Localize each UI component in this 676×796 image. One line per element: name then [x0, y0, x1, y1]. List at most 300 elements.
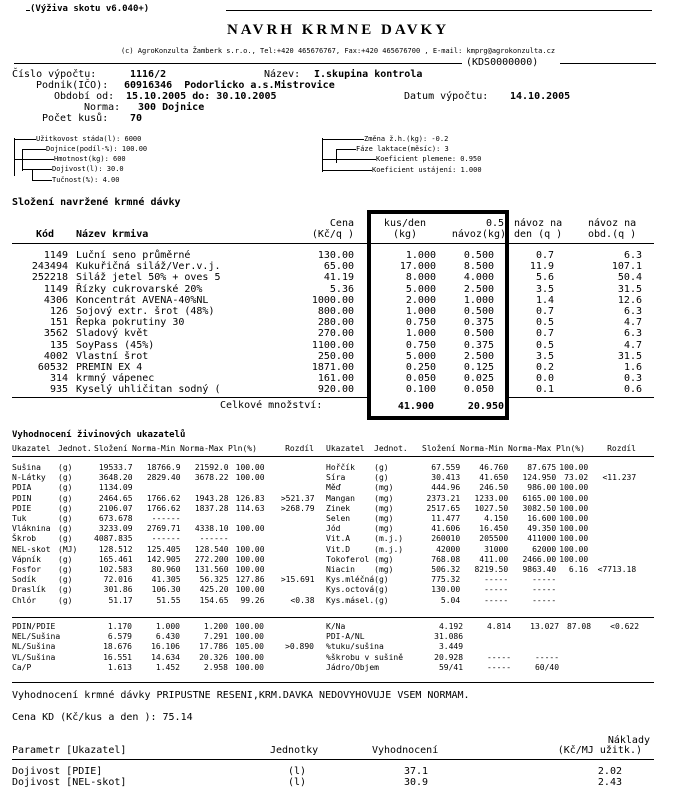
nutrient-cell: 100.00: [235, 632, 264, 642]
nutrient-cell: [265, 463, 315, 473]
header-kod: Kód: [36, 229, 55, 240]
nutrient-cell: (g): [58, 514, 73, 524]
nutrient-cell: 87.675: [527, 463, 557, 472]
nutrient-cell: (mg): [374, 565, 394, 575]
nutrients-right: [326, 463, 636, 606]
feed-row: [12, 373, 642, 384]
nutrient-row: [12, 524, 315, 534]
feed-row: [12, 250, 642, 261]
nutrient-row: [326, 473, 636, 483]
nutrient-cell: [264, 622, 314, 632]
feed-obd: 12.6: [617, 294, 642, 306]
nutrient-cell: [265, 473, 315, 483]
feed-den: 0.2: [535, 362, 554, 374]
nutrient-cell: [588, 585, 636, 595]
nutrient-cell: 8219.50: [474, 565, 509, 575]
nutrient-cell: 100.00: [559, 524, 589, 534]
nutrient-cell: 2106.07: [98, 503, 133, 513]
nutrient-cell: (mg): [374, 503, 394, 513]
nutrient-cell: 73.02: [564, 473, 589, 483]
nutrient-cell: -----: [484, 585, 509, 595]
nutrient-cell: [229, 534, 265, 544]
feed-nav: 4.000: [463, 272, 494, 284]
feed-nazev: Koncentrát AVENA-40%NL: [76, 294, 209, 306]
feed-nazev: krmný vápenec: [76, 373, 155, 385]
feed-kus: 0.050: [405, 373, 436, 385]
nutrient-cell: 100.00: [559, 503, 589, 513]
param-j: (l): [288, 777, 307, 788]
nutrient-cell: Škrob: [12, 534, 37, 544]
nutrient-row: [12, 663, 314, 673]
nutrient-cell: 2464.65: [98, 493, 133, 503]
nutrient-cell: 3.449: [438, 642, 464, 652]
feed-obd: 4.7: [623, 339, 642, 351]
pocet-value: 70: [130, 113, 143, 124]
nutrient-cell: [591, 642, 639, 652]
header-parametr: Parametr [Ukazatel]: [12, 745, 127, 756]
header-nazev: Název krmiva: [76, 229, 149, 240]
nutrient-cell: 16.551: [103, 652, 132, 662]
nutrient-cell: [265, 565, 315, 575]
nutrient-cell: 16.450: [479, 524, 509, 534]
param-dojnice: Dojnice(podíl-%): 100.00: [46, 145, 148, 153]
nutrient-cell: [265, 524, 315, 534]
nutrient-cell: 18.676: [103, 642, 132, 652]
feed-kus: 5.000: [405, 283, 436, 295]
nutrient-cell: 100.00: [235, 544, 265, 554]
nutrient-cell: 246.50: [479, 483, 509, 493]
nutrient-cell: [181, 483, 229, 493]
nutrient-cell: [264, 653, 314, 663]
nutrient-cell: [559, 653, 591, 663]
feed-nav: 0.375: [463, 317, 494, 329]
nutrient-cell: [588, 483, 636, 493]
nutrient-cell: 21592.0: [194, 463, 229, 472]
nutrient-cell: 127.86: [235, 575, 265, 585]
nutrient-row: [326, 504, 636, 514]
feed-row: [12, 317, 642, 328]
nutrient-cell: (g): [374, 575, 389, 585]
feed-cena: 41.19: [323, 272, 354, 284]
nutrient-cell: 3678.22: [194, 473, 229, 483]
nutrient-cell: 411.00: [479, 554, 509, 564]
nutrient-cell: 2466.00: [522, 554, 557, 564]
nutrient-cell: 1.200: [203, 622, 228, 631]
nutrient-cell: 100.00: [559, 534, 589, 544]
composition-title: Složení navržené krmné dávky: [12, 197, 181, 208]
nutrient-cell: 1.613: [107, 662, 132, 672]
feed-nazev: Kyselý uhličitan sodný (: [76, 384, 221, 396]
nutrient-row: [12, 565, 315, 575]
nutrient-cell: ------: [151, 534, 181, 544]
feed-cena: 65.00: [323, 261, 354, 273]
param-v: 30.9: [404, 777, 429, 788]
nutrient-cell: [403, 632, 425, 642]
header-vyhodnoceni: Vyhodnocení: [372, 745, 439, 756]
feed-nav: 2.500: [463, 283, 494, 295]
nutrient-cell: 9863.40: [522, 565, 557, 575]
nutrient-cell: VL/Sušina: [12, 652, 56, 662]
nutrient-cell: 100.00: [559, 544, 589, 554]
nutrient-cell: 106.30: [151, 585, 181, 595]
nutrient-row: [12, 622, 314, 632]
feed-den: 5.6: [535, 272, 554, 284]
nutrient-cell: (g): [58, 503, 73, 513]
nutrient-cell: 100.00: [559, 493, 589, 503]
nutrient-cell: [588, 494, 636, 504]
nutrient-row: [326, 545, 636, 555]
nutrient-cell: 62000: [532, 544, 557, 554]
nutrient-cell: Mangan: [326, 493, 355, 503]
nutrient-cell: [403, 653, 425, 663]
feed-nazev: Sladový květ: [76, 328, 149, 340]
nutrient-cell: [556, 575, 588, 585]
param-p: Dojivost [NEL-skot]: [12, 777, 127, 788]
nutrient-cell: (g): [58, 554, 73, 564]
nutrient-cell: Vláknina: [12, 524, 51, 534]
feed-row: [12, 272, 642, 283]
nutrient-cell: 67.559: [431, 463, 461, 472]
feed-row: [12, 384, 642, 395]
nut-h-pln: Pln(%): [228, 444, 257, 453]
nutrient-cell: Chlór: [12, 595, 37, 605]
feed-kus: 1.000: [405, 306, 436, 318]
nutrient-cell: [265, 555, 315, 565]
feed-kus: 2.000: [405, 294, 436, 306]
nutrient-cell: [72, 632, 94, 642]
feed-nazev: Kukuřičná siláž/Ver.v.j.: [76, 261, 221, 273]
nutrient-cell: 1837.28: [194, 503, 229, 513]
evaluation-text: Vyhodnocení krmné dávky PRIPUSTNE RESENI,KRM.DAVKA NEDOVYHOVUJE VSEM NORMAM.: [12, 690, 470, 701]
nutrient-row: [12, 642, 314, 652]
nazev-value: I.skupina kontrola: [314, 69, 423, 80]
datum-value: 14.10.2005: [510, 91, 571, 102]
nutrient-cell: 3082.50: [522, 503, 557, 513]
nutrient-cell: 60/40: [534, 662, 560, 672]
feed-nav: 2.500: [463, 350, 494, 362]
feed-obd: 6.3: [623, 328, 642, 340]
nutrient-row: [12, 473, 315, 483]
nutrient-cell: 272.200: [194, 554, 229, 564]
header-kus-den: kus/den: [383, 218, 427, 229]
nutrient-row: [12, 555, 315, 565]
nutrient-row: [12, 504, 315, 514]
feed-obd: 6.3: [623, 250, 642, 261]
nutrient-cell: 100.00: [235, 473, 265, 483]
nutrient-cell: [588, 463, 636, 473]
nutrient-cell: Selen: [326, 514, 351, 524]
feed-obd: 4.7: [623, 317, 642, 329]
nutrient-cell: Fosfor: [12, 565, 41, 575]
nutrient-cell: Vit.A: [326, 534, 351, 544]
nutrient-cell: 3233.09: [98, 524, 133, 534]
nutrient-cell: 128.512: [98, 544, 133, 554]
feed-kod: 151: [49, 317, 68, 329]
nutrient-cell: 6.430: [155, 632, 180, 642]
nutrient-cell: (g): [374, 473, 389, 483]
nutrient-cell: [403, 663, 425, 673]
feed-kod: 1149: [43, 250, 68, 261]
nutrient-cell: (g): [374, 585, 389, 595]
nutrient-row: [326, 663, 639, 673]
param-uzitkovost: Užitkovost stáda(l): 6000: [36, 135, 142, 143]
param-koef-plemene: Koeficient plemene: 0.950: [376, 155, 482, 163]
nutrient-cell: 1.170: [107, 622, 132, 631]
feed-cena: 800.00: [317, 306, 354, 318]
feed-kod: 243494: [31, 261, 68, 273]
nutrient-cell: Jód: [326, 524, 341, 534]
feed-nav: 8.500: [463, 261, 494, 273]
nutrient-row: [12, 545, 315, 555]
feed-cena: 161.00: [317, 373, 354, 385]
nutrient-cell: (m.j.): [374, 534, 404, 544]
feed-den: 0.1: [535, 384, 554, 396]
feed-nav: 0.500: [463, 250, 494, 261]
feed-den: 0.5: [535, 339, 554, 351]
nutrient-cell: 105.00: [235, 642, 264, 652]
nutrient-row: [326, 483, 636, 493]
nutrient-cell: [591, 653, 639, 663]
nutrient-cell: N-Látky: [12, 473, 46, 483]
nutrient-cell: -----: [532, 595, 557, 605]
nutrient-cell: [588, 555, 636, 565]
ratios-left: [12, 622, 314, 673]
feed-cena: 1100.00: [311, 339, 354, 351]
nutrient-cell: [133, 483, 181, 493]
nut-h-rozdil-r: Rozdíl: [607, 444, 636, 453]
nutrient-cell: 4.814: [486, 622, 512, 631]
feed-row: [12, 328, 642, 339]
nutrient-cell: (g): [58, 483, 73, 493]
feed-kod: 314: [49, 373, 68, 385]
nutrient-cell: -----: [532, 585, 557, 595]
nutrient-cell: 1766.62: [146, 493, 181, 503]
feed-nazev: Siláž jetel 50% + oves 5: [76, 272, 221, 284]
header-navoz-unit: návoz(kg): [451, 229, 506, 240]
feed-den: 0.5: [535, 317, 554, 329]
nutrient-cell: [403, 622, 425, 632]
nutrient-cell: 51.55: [156, 595, 181, 605]
nutrient-cell: 114.63: [235, 503, 265, 513]
nutrient-cell: [559, 642, 591, 652]
ratios-right: [326, 622, 639, 673]
param-v: 37.1: [404, 766, 429, 777]
feed-kus: 0.100: [405, 384, 436, 396]
nutrient-cell: 1766.62: [146, 503, 181, 513]
nutrient-cell: 17.786: [199, 642, 228, 652]
feed-cena: 1000.00: [311, 294, 354, 306]
nutrient-cell: 4.192: [438, 622, 464, 631]
nutrient-cell: (MJ): [58, 544, 78, 554]
feed-cena: 250.00: [317, 350, 354, 362]
feed-obd: 0.6: [623, 384, 642, 396]
feed-den: 11.9: [529, 261, 554, 273]
nutrient-cell: (g): [58, 534, 73, 544]
nutrient-cell: 506.32: [431, 565, 461, 575]
nutrient-row: [326, 642, 639, 652]
nutrient-cell: [265, 483, 315, 493]
nut-h-pln-r: Pln(%): [556, 444, 585, 453]
total-kus: 41.900: [397, 401, 434, 412]
podnik-label: Podnik(IČO):: [36, 80, 109, 91]
nutrient-cell: [591, 663, 639, 673]
param-zmena-zh: Změna ž.h.(kg): -0.2: [364, 135, 449, 143]
nutrient-cell: 142.905: [146, 554, 181, 564]
nutrient-cell: 768.08: [431, 554, 461, 564]
nutrient-cell: 4.150: [484, 514, 509, 524]
nutrient-cell: 100.00: [235, 622, 264, 631]
feed-den: 0.7: [535, 306, 554, 318]
feed-row: [12, 351, 642, 362]
feed-cena: 920.00: [317, 384, 354, 396]
feed-kus: 0.750: [405, 339, 436, 351]
nutrient-cell: (mg): [374, 483, 394, 493]
nutrient-cell: [229, 514, 265, 524]
nutrient-cell: [588, 575, 636, 585]
nutrient-cell: Hořčík: [326, 463, 355, 472]
nut-h-jednot: Jednot.: [58, 444, 92, 453]
nutrient-cell: (g): [58, 565, 73, 575]
nutrient-cell: 1233.00: [474, 493, 509, 503]
nutrient-cell: (g): [58, 595, 73, 605]
nutrient-cell: Tuk: [12, 514, 27, 524]
obdobi-label: Období od:: [54, 91, 115, 102]
nutrient-cell: [72, 642, 94, 652]
nazev-label: Název:: [264, 69, 301, 80]
nutrient-cell: 100.00: [235, 524, 265, 534]
nutrient-cell: -----: [486, 662, 512, 672]
nut-h-ukazatel-r: Ukazatel: [326, 444, 365, 453]
nutrient-cell: 775.32: [431, 575, 461, 585]
nutrients-title: Vyhodnocení živinových ukazatelů: [12, 430, 186, 440]
nut-h-max-r: Norma-Max: [508, 444, 552, 453]
nutrient-cell: 2769.71: [146, 524, 181, 534]
nut-h-max: Norma-Max: [180, 444, 224, 453]
nutrient-cell: [463, 642, 511, 652]
feed-obd: 1.6: [623, 362, 642, 374]
nutrient-cell: <0.622: [610, 622, 640, 631]
nutrient-cell: -----: [484, 595, 509, 605]
feed-obd: 107.1: [611, 261, 642, 273]
nutrient-cell: 260010: [431, 534, 461, 544]
feed-row: [12, 295, 642, 306]
nutrient-row: [326, 514, 636, 524]
feed-table: [12, 250, 642, 396]
nutrient-cell: Draslík: [12, 585, 46, 595]
feed-nazev: SoyPass (45%): [76, 339, 155, 351]
nut-h-min-r: Norma-Min: [460, 444, 504, 453]
nutrient-cell: [559, 663, 591, 673]
nutrient-cell: 100.00: [235, 554, 265, 564]
nutrient-cell: 6.16: [568, 565, 589, 575]
nutrient-row: [12, 632, 314, 642]
nutrient-cell: 986.00: [527, 483, 557, 493]
feed-obd: 31.5: [617, 350, 642, 362]
nutrient-cell: (g): [58, 585, 73, 595]
feed-cena: 1871.00: [311, 362, 354, 374]
nutrient-row: [12, 514, 315, 524]
nutrient-cell: PDI-A/NL: [326, 632, 365, 642]
param-hmotnost: Hmotnost(kg): 600: [54, 155, 126, 163]
feed-kod: 935: [49, 384, 68, 396]
nutrient-cell: 165.461: [98, 554, 133, 564]
nutrient-cell: 444.96: [431, 483, 461, 493]
nutrient-cell: 100.00: [559, 463, 589, 472]
nutrient-cell: 100.00: [235, 662, 264, 672]
feed-row: [12, 284, 642, 295]
feed-cena: 280.00: [317, 317, 354, 329]
nut-h-min: Norma-Min: [132, 444, 176, 453]
nutrient-cell: [181, 514, 229, 524]
nutrient-cell: Vápník: [12, 554, 41, 564]
nutrient-cell: 128.540: [194, 544, 229, 554]
datum-label: Datum výpočtu:: [404, 91, 489, 102]
nutrient-cell: PDIE: [12, 503, 32, 513]
nutrient-cell: 30.413: [431, 473, 461, 483]
nutrient-cell: 130.00: [431, 585, 461, 595]
nutrient-cell: [588, 545, 636, 555]
nutrient-cell: 100.00: [235, 652, 264, 662]
nutrient-cell: 11.477: [431, 514, 461, 524]
nutrient-cell: [265, 585, 315, 595]
header-navoz: 0.5: [485, 218, 504, 229]
feed-nazev: Řízky cukrovarské 20%: [76, 283, 203, 295]
nutrient-cell: 1.000: [155, 622, 180, 631]
nutrient-cell: Síra: [326, 473, 346, 483]
nutrient-cell: [265, 534, 315, 544]
feed-nazev: Sojový extr. šrot (48%): [76, 306, 215, 318]
nutrient-cell: 100.00: [235, 565, 265, 575]
nutrient-cell: 31000: [484, 544, 509, 554]
nutrient-cell: 6.579: [107, 632, 132, 642]
nut-h-ukazatel: Ukazatel: [12, 444, 51, 453]
nut-h-slozeni: Složení: [94, 444, 128, 453]
nutrient-cell: 4338.10: [194, 524, 229, 534]
nutrient-cell: Sušina: [12, 463, 41, 472]
nutrient-cell: 7.291: [203, 632, 228, 642]
nutrient-row: [12, 534, 315, 544]
nutrient-cell: 154.65: [199, 595, 229, 605]
nutrient-cell: [556, 585, 588, 595]
price-text: Cena KD (Kč/kus a den ): 75.14: [12, 712, 193, 723]
feed-nazev: PREMIN EX 4: [76, 362, 143, 374]
feed-den: 3.5: [535, 283, 554, 295]
feed-kod: 60532: [37, 362, 68, 374]
feed-kod: 3562: [43, 328, 68, 340]
nutrient-cell: 425.20: [199, 585, 229, 595]
feed-kod: 252218: [31, 272, 68, 284]
nutrient-cell: (g): [374, 595, 389, 605]
feed-nav: 0.375: [463, 339, 494, 351]
nutrient-cell: 14.634: [151, 652, 180, 662]
nutrient-cell: 56.325: [199, 575, 229, 585]
nutrient-row: [12, 585, 315, 595]
nutrient-cell: [265, 545, 315, 555]
nutrient-cell: 72.016: [103, 575, 133, 585]
param-dojivost: Dojivost(l): 30.0: [52, 165, 124, 173]
feed-nazev: Vlastní šrot: [76, 350, 149, 362]
feed-cena: 130.00: [317, 250, 354, 261]
feed-obd: 31.5: [617, 283, 642, 295]
feed-nav: 0.025: [463, 373, 494, 385]
feed-nav: 0.125: [463, 362, 494, 374]
feed-row: [12, 261, 642, 272]
nutrient-row: [326, 534, 636, 544]
nutrient-cell: [588, 514, 636, 524]
nutrient-cell: NEL-skot: [12, 544, 51, 554]
header-naklady: Náklady: [607, 735, 650, 746]
nutrient-cell: (g): [374, 463, 389, 472]
